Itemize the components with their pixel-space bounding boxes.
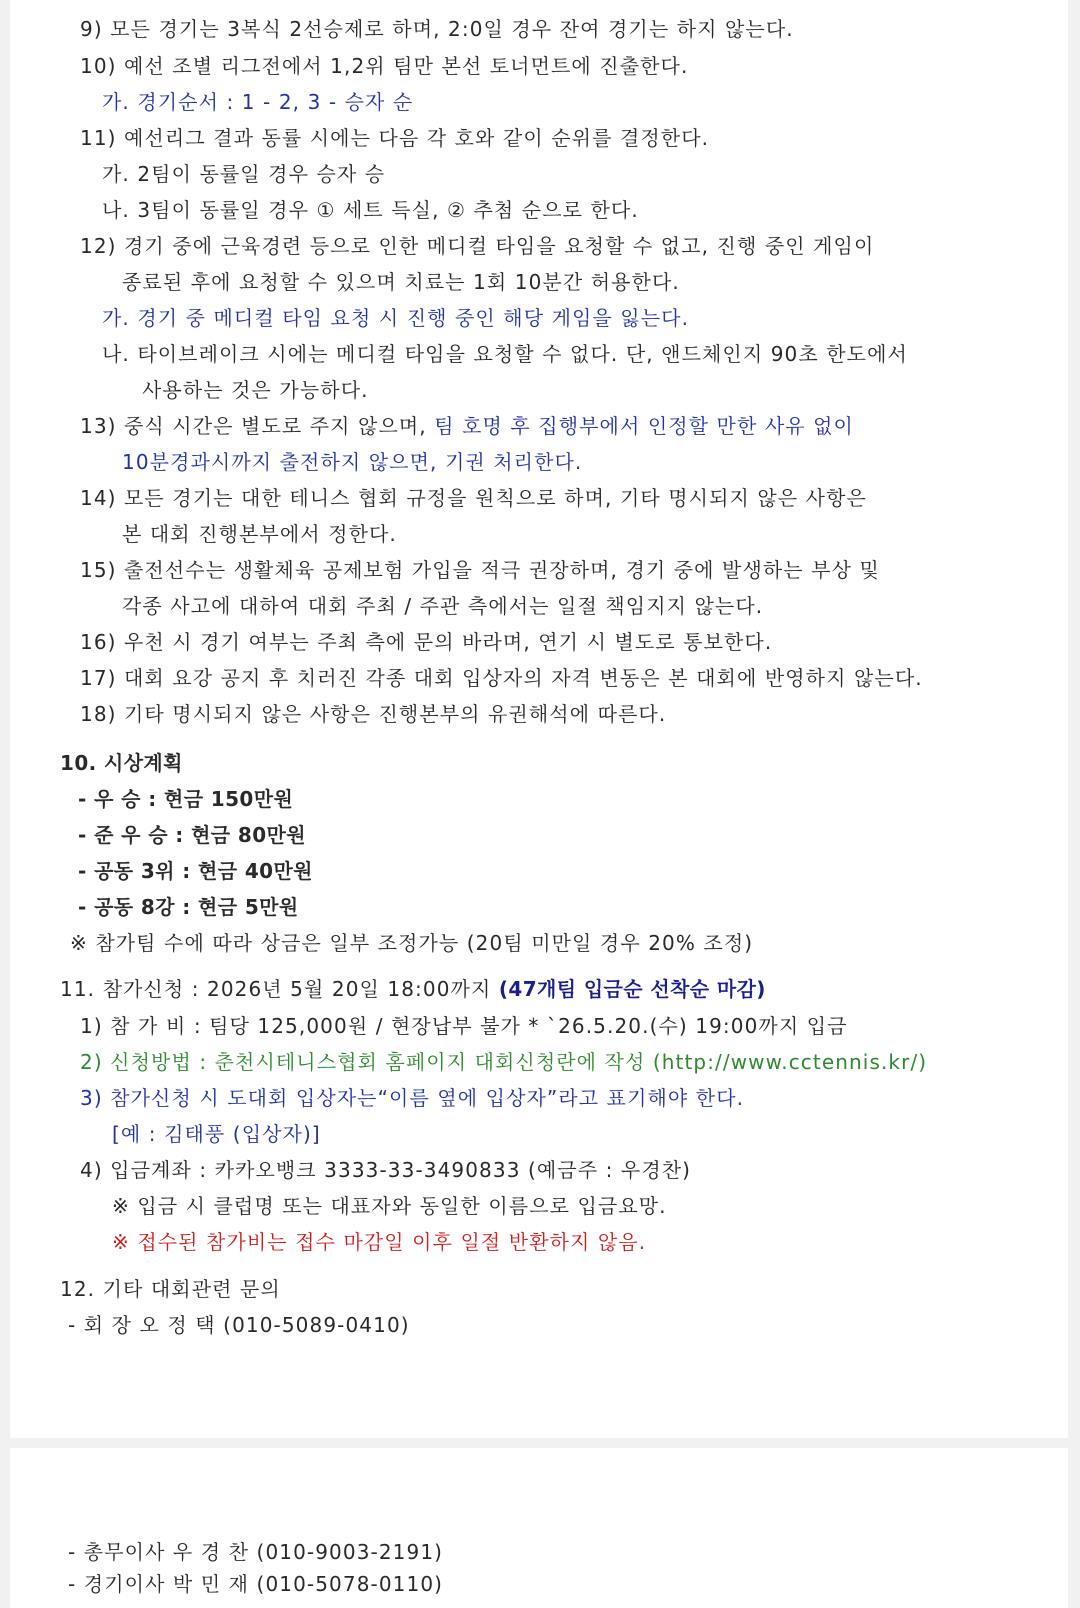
application-heading xyxy=(60,976,766,1002)
rule-13-line-1 xyxy=(80,413,854,439)
award-eighth: - 공동 8강 : 현금 5만원 xyxy=(78,895,299,919)
award-third: - 공동 3위 : 현금 40만원 xyxy=(78,859,313,883)
application-fee: 1) 참 가 비 : 팀당 125,000원 / 현장납부 불가 * `26.5.20.(수) 19:00까지 입금 xyxy=(80,1014,848,1038)
contact-secretary: - 총무이사 우 경 찬 (010-9003-2191) xyxy=(68,1540,444,1564)
rule-15-line-2: 각종 사고에 대하여 대회 주최 / 주관 측에서는 일절 책임지지 않는다. xyxy=(122,594,764,618)
application-refund-note: ※ 접수된 참가비는 접수 마감일 이후 일절 반환하지 않음. xyxy=(112,1230,647,1254)
awards-heading: 10. 시상계획 xyxy=(60,751,183,775)
rule-12-line-2: 종료된 후에 요청할 수 있으며 치료는 1회 10분간 허용한다. xyxy=(122,270,680,294)
rule-11: 11) 예선리그 결과 동률 시에는 다음 각 호와 같이 순위를 결정한다. xyxy=(80,126,710,150)
document-page-2 xyxy=(10,1448,1068,1608)
rule-13-text: 13) 중식 시간은 별도로 주지 않으며, xyxy=(80,414,435,438)
contact-director: - 경기이사 박 민 재 (010-5078-0110) xyxy=(68,1572,444,1596)
award-second: - 준 우 승 : 현금 80만원 xyxy=(78,823,306,847)
rule-17: 17) 대회 요강 공지 후 치러진 각종 대회 입상자의 자격 변동은 본 대회에 반영하지 않는다. xyxy=(80,666,923,690)
rule-11-na: 나. 3팀이 동률일 경우 ① 세트 득실, ② 추첨 순으로 한다. xyxy=(102,198,639,222)
application-deposit-note: ※ 입금 시 클럽명 또는 대표자와 동일한 이름으로 입금요망. xyxy=(112,1194,667,1218)
contact-president: - 회 장 오 정 택 (010-5089-0410) xyxy=(68,1313,410,1337)
rule-10-ga: 가. 경기순서 : 1 - 2, 3 - 승자 순 xyxy=(102,90,414,114)
rule-14-line-2: 본 대회 진행본부에서 정한다. xyxy=(122,522,397,546)
rule-12-ga: 가. 경기 중 메디컬 타임 요청 시 진행 중인 해당 게임을 잃는다. xyxy=(102,306,690,330)
rule-10: 10) 예선 조별 리그전에서 1,2위 팀만 본선 토너먼트에 진출한다. xyxy=(80,54,689,78)
rule-13-line-2: 10분경과시까지 출전하지 않으면, 기권 처리한다. xyxy=(122,450,583,474)
application-winner-note: 3) 참가신청 시 도대회 입상자는“이름 옆에 입상자”라고 표기해야 한다. xyxy=(80,1086,745,1110)
rule-15-line-1: 15) 출전선수는 생활체육 공제보험 가입을 적극 권장하며, 경기 중에 발생하는 부상 및 xyxy=(80,558,880,582)
application-deadline: 11. 참가신청 : 2026년 5월 20일 18:00까지 xyxy=(60,977,499,1001)
rule-18: 18) 기타 명시되지 않은 사항은 진행본부의 유권해석에 따른다. xyxy=(80,702,667,726)
rule-12-na-line-2: 사용하는 것은 가능하다. xyxy=(142,378,369,402)
award-note: ※ 참가팀 수에 따라 상금은 일부 조정가능 (20팀 미만일 경우 20% 조정) xyxy=(70,931,754,955)
document-page-1 xyxy=(10,0,1068,1438)
rule-16: 16) 우천 시 경기 여부는 주최 측에 문의 바라며, 연기 시 별도로 통보한다. xyxy=(80,630,773,654)
application-highlight: (47개팀 입금순 선착순 마감) xyxy=(498,977,766,1001)
award-first: - 우 승 : 현금 150만원 xyxy=(78,787,294,811)
rule-14-line-1: 14) 모든 경기는 대한 테니스 협회 규정을 원칙으로 하며, 기타 명시되지 않은 사항은 xyxy=(80,486,867,510)
application-winner-example: [예 : 김태풍 (입상자)] xyxy=(112,1122,321,1146)
rule-13-highlight: 팀 호명 후 집행부에서 인정할 만한 사유 없이 xyxy=(434,414,854,438)
application-account: 4) 입금계좌 : 카카오뱅크 3333-33-3490833 (예금주 : 우경찬) xyxy=(80,1158,692,1182)
application-method: 2) 신청방법 : 춘천시테니스협회 홈페이지 대회신청란에 작성 (http://www.cctennis.kr/) xyxy=(80,1050,928,1074)
contacts-heading: 12. 기타 대회관련 문의 xyxy=(60,1277,281,1301)
rule-11-ga: 가. 2팀이 동률일 경우 승자 승 xyxy=(102,162,386,186)
rule-12-line-1: 12) 경기 중에 근육경련 등으로 인한 메디컬 타임을 요청할 수 없고, 진행 중인 게임이 xyxy=(80,234,875,258)
rule-12-na-line-1: 나. 타이브레이크 시에는 메디컬 타임을 요청할 수 없다. 단, 앤드체인지 90초 한도에서 xyxy=(102,342,908,366)
rule-9: 9) 모든 경기는 3복식 2선승제로 하며, 2:0일 경우 잔여 경기는 하지 않는다. xyxy=(80,17,794,41)
